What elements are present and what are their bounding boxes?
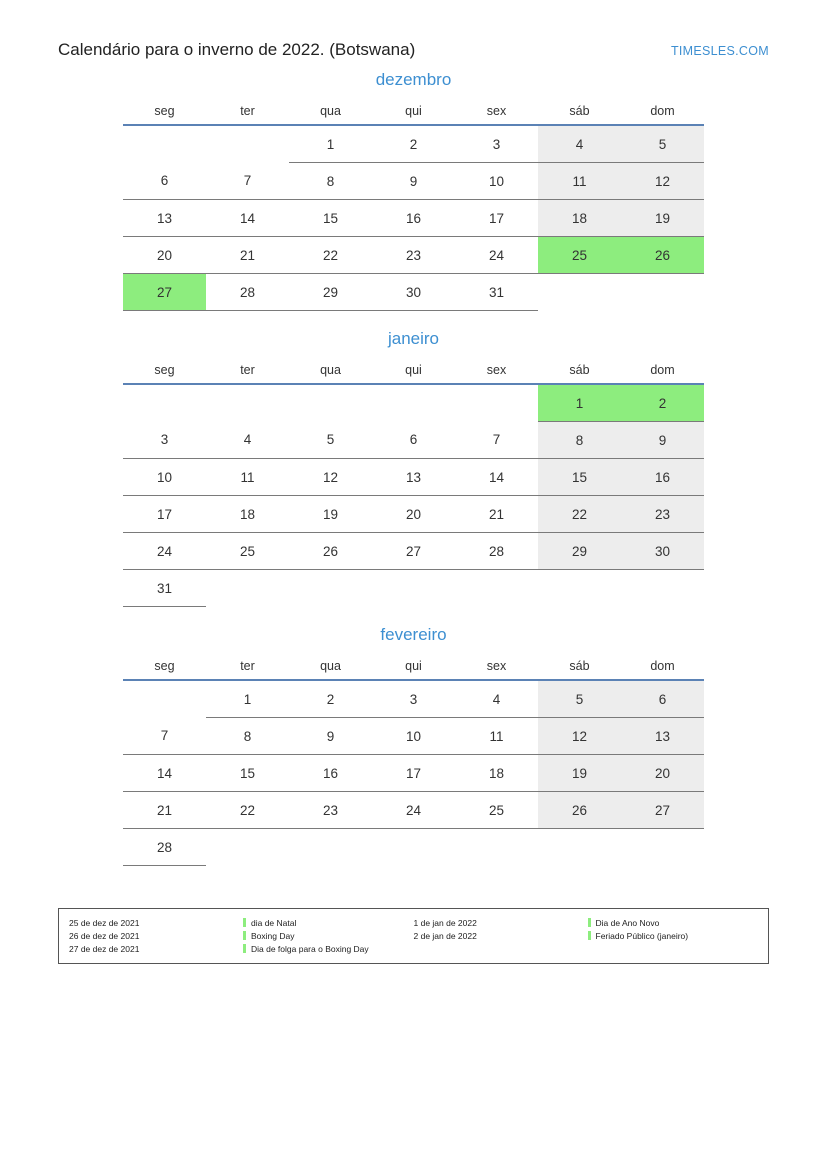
- day-cell[interactable]: 15: [289, 200, 372, 237]
- day-cell[interactable]: 30: [621, 533, 704, 570]
- day-cell[interactable]: 4: [455, 680, 538, 718]
- day-cell[interactable]: 17: [123, 496, 206, 533]
- legend-color-swatch: [243, 918, 246, 927]
- day-cell-holiday[interactable]: 2: [621, 384, 704, 422]
- day-cell-empty: [123, 680, 206, 718]
- day-cell[interactable]: 19: [289, 496, 372, 533]
- day-cell[interactable]: 18: [455, 755, 538, 792]
- legend-row: [69, 942, 414, 955]
- day-cell-holiday[interactable]: 25: [538, 237, 621, 274]
- weekday-header: sex: [455, 653, 538, 680]
- week-row: [123, 680, 704, 718]
- day-cell[interactable]: 18: [538, 200, 621, 237]
- month-title: dezembro: [375, 70, 452, 89]
- brand-label: TIMESLES.COM: [670, 44, 769, 58]
- weekday-header: sex: [455, 98, 538, 125]
- legend-box: [58, 908, 769, 964]
- day-cell[interactable]: 26: [538, 792, 621, 829]
- month-block: [0, 619, 827, 866]
- weekday-header: dom: [621, 357, 704, 384]
- day-cell-empty: [289, 829, 372, 866]
- day-cell-empty: [455, 384, 538, 422]
- day-cell[interactable]: 24: [372, 792, 455, 829]
- day-cell[interactable]: 28: [455, 533, 538, 570]
- weekday-header: qua: [289, 98, 372, 125]
- day-cell[interactable]: 16: [289, 755, 372, 792]
- week-row: [123, 829, 704, 866]
- legend-row: [414, 916, 759, 929]
- day-cell[interactable]: 9: [372, 163, 455, 200]
- day-cell[interactable]: 2: [372, 125, 455, 163]
- legend-color-swatch: [588, 931, 591, 940]
- weekday-header: sáb: [538, 98, 621, 125]
- day-cell[interactable]: 29: [289, 274, 372, 311]
- day-cell[interactable]: 31: [123, 570, 206, 607]
- day-cell[interactable]: 13: [621, 718, 704, 755]
- legend-column-right: [414, 916, 759, 955]
- month-block: [0, 64, 827, 311]
- day-cell-empty: [372, 829, 455, 866]
- weekday-header: dom: [621, 98, 704, 125]
- week-row: [123, 459, 704, 496]
- day-cell[interactable]: 23: [621, 496, 704, 533]
- day-cell[interactable]: 13: [123, 200, 206, 237]
- day-cell[interactable]: 5: [289, 422, 372, 459]
- day-cell[interactable]: 28: [123, 829, 206, 866]
- weekday-header: seg: [123, 98, 206, 125]
- day-cell-empty: [621, 829, 704, 866]
- day-cell[interactable]: 9: [621, 422, 704, 459]
- week-row: [123, 533, 704, 570]
- day-cell-empty: [455, 829, 538, 866]
- day-cell[interactable]: 27: [621, 792, 704, 829]
- day-cell[interactable]: 7: [206, 163, 289, 200]
- day-cell[interactable]: 12: [289, 459, 372, 496]
- week-row: [123, 237, 704, 274]
- day-cell[interactable]: 11: [206, 459, 289, 496]
- day-cell[interactable]: 6: [621, 680, 704, 718]
- legend-label: dia de Natal: [251, 917, 297, 928]
- week-row: [123, 755, 704, 792]
- day-cell[interactable]: 1: [289, 125, 372, 163]
- day-cell[interactable]: 3: [123, 422, 206, 459]
- weekday-header: dom: [621, 653, 704, 680]
- day-cell[interactable]: 9: [289, 718, 372, 755]
- month-title: fevereiro: [380, 625, 447, 644]
- week-row: [123, 125, 704, 163]
- day-cell[interactable]: 3: [455, 125, 538, 163]
- weekday-header-row: [123, 357, 704, 384]
- day-cell[interactable]: 15: [538, 459, 621, 496]
- week-row: [123, 422, 704, 459]
- day-cell[interactable]: 14: [206, 200, 289, 237]
- legend-date: 2 de jan de 2022: [413, 930, 477, 941]
- week-row: [123, 792, 704, 829]
- day-cell[interactable]: 22: [206, 792, 289, 829]
- day-cell[interactable]: 25: [455, 792, 538, 829]
- day-cell[interactable]: 25: [206, 533, 289, 570]
- day-cell-empty: [289, 570, 372, 607]
- legend-label: Dia de Ano Novo: [595, 917, 660, 928]
- weekday-header: qui: [372, 653, 455, 680]
- week-row: [123, 163, 704, 200]
- day-cell-empty: [372, 384, 455, 422]
- week-row: [123, 200, 704, 237]
- day-cell[interactable]: 19: [621, 200, 704, 237]
- day-cell-holiday[interactable]: 26: [621, 237, 704, 274]
- day-cell[interactable]: 13: [372, 459, 455, 496]
- weekday-header: seg: [123, 357, 206, 384]
- legend-label: Dia de folga para o Boxing Day: [251, 943, 369, 954]
- day-cell[interactable]: 10: [455, 163, 538, 200]
- day-cell[interactable]: 8: [538, 422, 621, 459]
- day-cell[interactable]: 11: [455, 718, 538, 755]
- month-grid: [123, 653, 704, 866]
- week-row: [123, 496, 704, 533]
- legend-color-swatch: [243, 944, 246, 953]
- day-cell[interactable]: 27: [372, 533, 455, 570]
- day-cell[interactable]: 8: [206, 718, 289, 755]
- day-cell[interactable]: 16: [621, 459, 704, 496]
- day-cell[interactable]: 20: [621, 755, 704, 792]
- legend-row: [69, 916, 414, 929]
- day-cell[interactable]: 30: [372, 274, 455, 311]
- day-cell[interactable]: 19: [538, 755, 621, 792]
- weekday-header-row: [123, 653, 704, 680]
- weekday-header: qua: [289, 357, 372, 384]
- day-cell[interactable]: 18: [206, 496, 289, 533]
- day-cell-empty: [538, 274, 621, 311]
- day-cell[interactable]: 12: [538, 718, 621, 755]
- day-cell[interactable]: 22: [289, 237, 372, 274]
- day-cell[interactable]: 24: [455, 237, 538, 274]
- day-cell-empty: [206, 570, 289, 607]
- weekday-header: qui: [372, 357, 455, 384]
- day-cell[interactable]: 14: [123, 755, 206, 792]
- page-header: [0, 20, 827, 59]
- week-row: [123, 570, 704, 607]
- weekday-header: seg: [123, 653, 206, 680]
- day-cell[interactable]: 17: [372, 755, 455, 792]
- legend-color-swatch: [243, 931, 246, 940]
- day-cell[interactable]: 21: [455, 496, 538, 533]
- week-row: [123, 718, 704, 755]
- day-cell[interactable]: 16: [372, 200, 455, 237]
- day-cell[interactable]: 22: [538, 496, 621, 533]
- legend-date: 26 de dez de 2021: [69, 930, 140, 941]
- weekday-header: qui: [372, 98, 455, 125]
- day-cell-empty: [206, 125, 289, 163]
- day-cell[interactable]: 12: [621, 163, 704, 200]
- week-row: [123, 274, 704, 311]
- day-cell[interactable]: 26: [289, 533, 372, 570]
- day-cell-empty: [621, 274, 704, 311]
- day-cell[interactable]: 17: [455, 200, 538, 237]
- day-cell[interactable]: 8: [289, 163, 372, 200]
- day-cell-empty: [621, 570, 704, 607]
- day-cell[interactable]: 5: [538, 680, 621, 718]
- day-cell[interactable]: 15: [206, 755, 289, 792]
- day-cell[interactable]: 4: [538, 125, 621, 163]
- day-cell-empty: [538, 570, 621, 607]
- day-cell-empty: [123, 384, 206, 422]
- day-cell[interactable]: 21: [206, 237, 289, 274]
- day-cell[interactable]: 1: [206, 680, 289, 718]
- legend-date: 27 de dez de 2021: [69, 943, 140, 954]
- day-cell[interactable]: 29: [538, 533, 621, 570]
- page-title: Calendário para o inverno de 2022. (Botswana): [58, 40, 416, 59]
- day-cell-holiday[interactable]: 1: [538, 384, 621, 422]
- calendars-container: [0, 64, 827, 878]
- day-cell[interactable]: 7: [123, 718, 206, 755]
- day-cell[interactable]: 20: [372, 496, 455, 533]
- weekday-header: sáb: [538, 357, 621, 384]
- day-cell[interactable]: 6: [372, 422, 455, 459]
- month-grid: [123, 357, 704, 607]
- day-cell[interactable]: 21: [123, 792, 206, 829]
- weekday-header-row: [123, 98, 704, 125]
- day-cell[interactable]: 23: [289, 792, 372, 829]
- day-cell[interactable]: 10: [123, 459, 206, 496]
- day-cell-empty: [538, 829, 621, 866]
- month-grid: [123, 98, 704, 311]
- day-cell[interactable]: 2: [289, 680, 372, 718]
- legend-label: Boxing Day: [251, 930, 295, 941]
- day-cell[interactable]: 14: [455, 459, 538, 496]
- day-cell[interactable]: 4: [206, 422, 289, 459]
- day-cell[interactable]: 3: [372, 680, 455, 718]
- day-cell[interactable]: 20: [123, 237, 206, 274]
- legend-date: 25 de dez de 2021: [69, 917, 140, 928]
- day-cell-empty: [123, 125, 206, 163]
- legend-date: 1 de jan de 2022: [413, 917, 477, 928]
- day-cell-empty: [206, 829, 289, 866]
- day-cell-empty: [455, 570, 538, 607]
- day-cell[interactable]: 7: [455, 422, 538, 459]
- day-cell-holiday[interactable]: 27: [123, 274, 206, 311]
- day-cell-empty: [289, 384, 372, 422]
- legend-label: Feriado Público (janeiro): [595, 930, 689, 941]
- legend-row: [414, 929, 759, 942]
- month-block: [0, 323, 827, 607]
- day-cell[interactable]: 24: [123, 533, 206, 570]
- day-cell[interactable]: 11: [538, 163, 621, 200]
- day-cell[interactable]: 6: [123, 163, 206, 200]
- weekday-header: sáb: [538, 653, 621, 680]
- day-cell[interactable]: 31: [455, 274, 538, 311]
- legend-color-swatch: [588, 918, 591, 927]
- week-row: [123, 384, 704, 422]
- day-cell[interactable]: 23: [372, 237, 455, 274]
- weekday-header: sex: [455, 357, 538, 384]
- weekday-header: qua: [289, 653, 372, 680]
- weekday-header: ter: [206, 98, 289, 125]
- day-cell-empty: [372, 570, 455, 607]
- weekday-header: ter: [206, 653, 289, 680]
- legend-row: [69, 929, 414, 942]
- day-cell[interactable]: 28: [206, 274, 289, 311]
- month-title: janeiro: [387, 329, 440, 348]
- legend-column-left: [69, 916, 414, 955]
- weekday-header: ter: [206, 357, 289, 384]
- day-cell-empty: [206, 384, 289, 422]
- day-cell[interactable]: 10: [372, 718, 455, 755]
- day-cell[interactable]: 5: [621, 125, 704, 163]
